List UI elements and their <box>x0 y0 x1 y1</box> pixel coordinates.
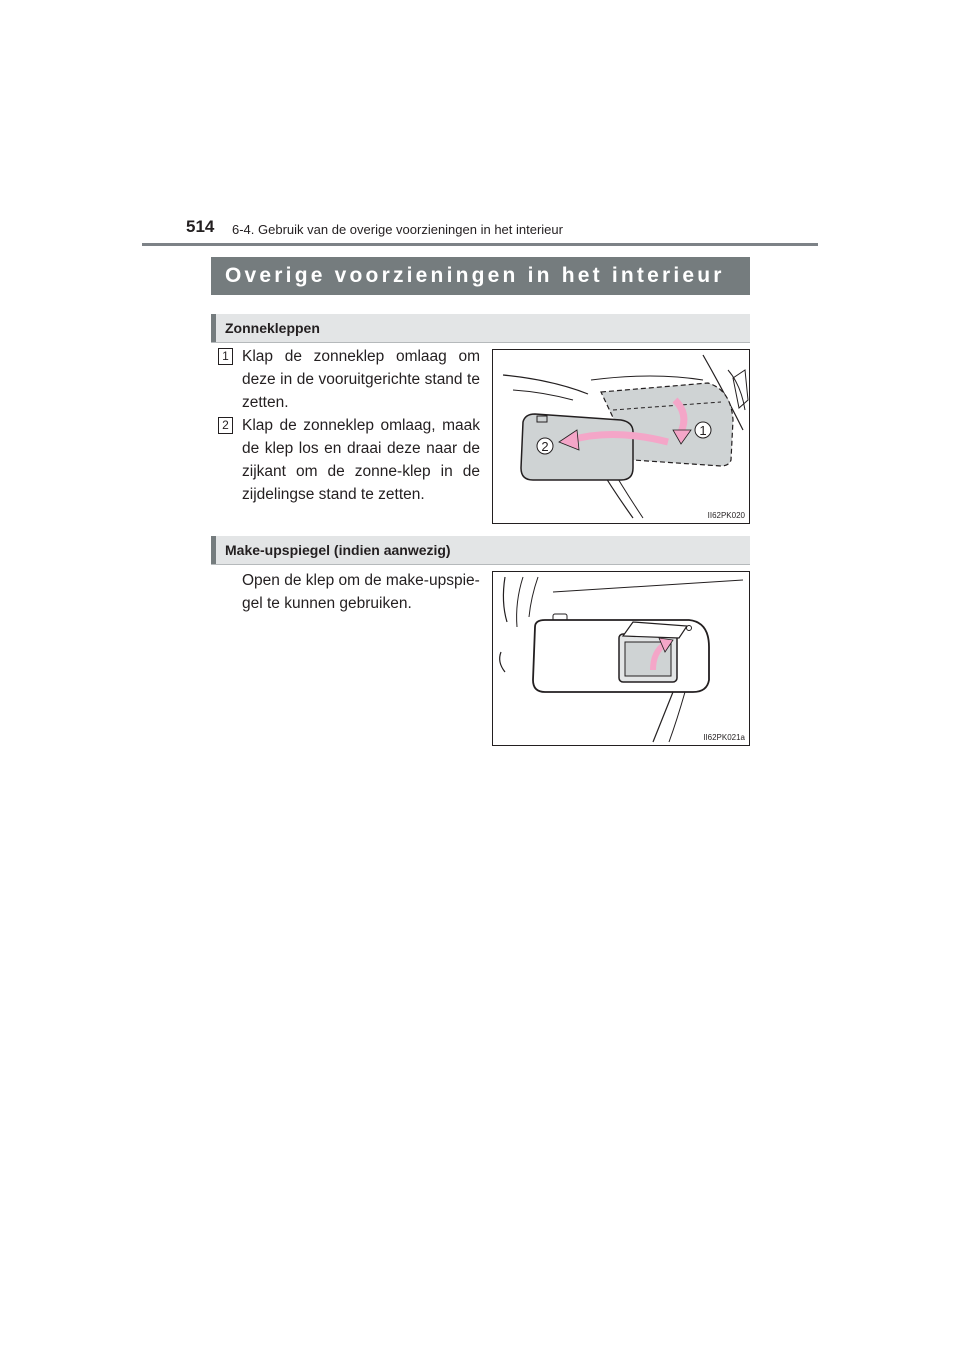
section-title: Overige voorzieningen in het interieur <box>211 257 750 295</box>
windshield-line-2 <box>513 390 573 400</box>
subheading-underline <box>211 564 750 565</box>
roof-line <box>553 580 743 592</box>
subheading-vanity-mirror <box>211 536 750 564</box>
pillar-line-3 <box>529 577 538 617</box>
page-number: 514 <box>186 217 215 236</box>
subheading-sun-visors <box>211 314 750 342</box>
header-rule <box>142 243 818 246</box>
running-head: 6-4. Gebruik van de overige voorzieningen in het interieur <box>232 222 563 237</box>
step-1-number: 1 <box>218 348 233 365</box>
pillar-line-2 <box>517 577 523 627</box>
pillar-line <box>503 577 507 622</box>
a-pillar-right <box>669 692 685 742</box>
sun-visor-illustration <box>493 350 750 524</box>
step-1-text: Klap de zonneklep omlaag om deze in de vooruitgerichte stand te zetten. <box>242 348 480 411</box>
grab-handle <box>733 370 748 408</box>
vanity-mirror-figure <box>492 571 750 746</box>
vanity-mirror-illustration <box>493 572 750 746</box>
figure-code: II62PK021a <box>703 733 745 742</box>
windshield-line <box>503 375 588 394</box>
figure-code: II62PK020 <box>707 511 745 520</box>
step-2-number: 2 <box>218 417 233 434</box>
vanity-mirror-text: Open de klep om de make-upspie-gel te kunnen gebruiken. <box>242 572 480 612</box>
roof-line <box>591 376 703 380</box>
callout-2: 2 <box>541 439 549 454</box>
callout-1: 1 <box>699 423 707 438</box>
step-2-text: Klap de zonneklep omlaag, maak de klep los en draai deze naar de zijkant om de zonne-klep in de zijdelingse stand te zetten. <box>242 417 480 503</box>
subheading-sun-visors-label: Zonnekleppen <box>225 320 320 336</box>
subheading-vanity-mirror-label: Make-upspiegel (indien aanwezig) <box>225 542 451 558</box>
subheading-underline <box>211 342 750 343</box>
sun-visor-figure <box>492 349 750 524</box>
step-2 <box>218 414 480 506</box>
a-pillar-left <box>653 692 673 742</box>
step-1 <box>218 345 480 414</box>
side-trim <box>500 652 505 672</box>
